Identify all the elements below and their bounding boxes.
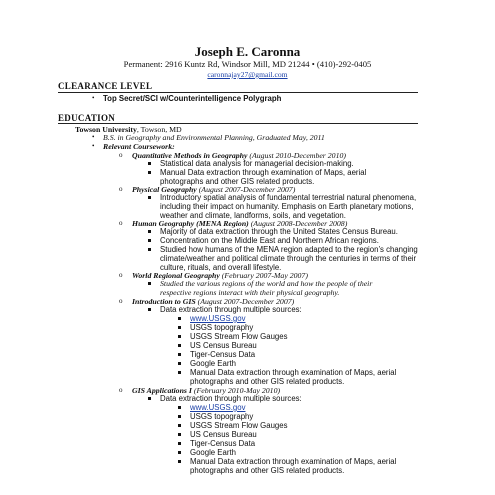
square-bullet-icon <box>178 317 181 320</box>
coursework-label: Relevant Coursework: <box>103 142 175 151</box>
course-title: Physical Geography <box>132 185 197 194</box>
course-item: including their impact on humanity. Emphasis on Earth planetary motions, <box>160 202 414 211</box>
square-bullet-icon <box>148 248 151 251</box>
bullet-icon: • <box>92 142 95 150</box>
clearance-item: Top Secret/SCI w/Counterintelligence Polygraph <box>103 94 282 103</box>
course-dates: (February 2007-May 2007) <box>219 271 308 280</box>
school-name: Towson University <box>75 125 137 134</box>
candidate-name: Joseph E. Caronna <box>194 44 301 59</box>
square-bullet-icon <box>178 362 181 365</box>
clearance-heading: CLEARANCE LEVEL <box>58 81 153 91</box>
square-bullet-icon <box>148 196 151 199</box>
square-bullet-icon <box>178 353 181 356</box>
square-bullet-icon <box>148 308 151 311</box>
sources-label: Data extraction through multiple sources: <box>160 305 302 314</box>
course-item: respective regions interact with their physical geography. <box>160 288 340 297</box>
usgs-link[interactable]: www.USGS.gov <box>190 314 246 323</box>
source-item: USGS topography <box>190 412 254 421</box>
course-item: Concentration on the Middle East and Northern African regions. <box>160 236 379 245</box>
circle-bullet-icon: o <box>119 386 123 394</box>
email-link[interactable]: caronnajay27@gmail.com <box>207 70 288 79</box>
course-item: photographs and other GIS related products. <box>160 177 315 186</box>
square-bullet-icon <box>178 451 181 454</box>
course-title: Human Geography (MENA Region) <box>132 219 249 228</box>
course-dates: (February 2010-May 2010) <box>191 386 281 395</box>
degree: B.S. in Geography and Environmental Planning, Graduated May, 2011 <box>103 133 325 142</box>
course-item: Majority of data extraction through the United States Census Bureau. <box>160 227 398 236</box>
square-bullet-icon <box>148 171 151 174</box>
source-item: Tiger-Census Data <box>190 350 256 359</box>
circle-bullet-icon: o <box>119 297 123 305</box>
course-dates: (August 2008-December 2008) <box>248 219 348 228</box>
clearance-divider <box>58 92 418 93</box>
square-bullet-icon <box>178 326 181 329</box>
course-dates: (August 2007-December 2007) <box>195 297 295 306</box>
sources-label: Data extraction through multiple sources: <box>160 394 302 403</box>
course-title: GIS Applications I <box>132 386 192 395</box>
education-heading: EDUCATION <box>58 113 116 123</box>
course-title: Quantitative Methods in Geography <box>132 151 248 160</box>
square-bullet-icon <box>178 371 181 374</box>
course-item: Manual Data extraction through examination of Maps, aerial <box>190 368 397 377</box>
square-bullet-icon <box>178 335 181 338</box>
square-bullet-icon <box>178 460 181 463</box>
course-title: Introduction to GIS <box>132 297 196 306</box>
square-bullet-icon <box>148 239 151 242</box>
course-item: Studied how humans of the MENA region adapted to the region’s changing <box>160 245 418 254</box>
course-item: photographs and other GIS related products. <box>190 377 345 386</box>
source-item: USGS Stream Flow Gauges <box>190 421 288 430</box>
circle-bullet-icon: o <box>119 219 123 227</box>
square-bullet-icon <box>178 442 181 445</box>
bullet-icon: • <box>92 94 95 102</box>
square-bullet-icon <box>178 433 181 436</box>
course-item: weather and climate, landforms, soils, and vegetation. <box>160 211 346 220</box>
source-item: Google Earth <box>190 448 236 457</box>
square-bullet-icon <box>148 397 151 400</box>
square-bullet-icon <box>178 424 181 427</box>
course-title: World Regional Geography <box>132 271 220 280</box>
course-item: climate/weather and political climate through the centuries in terms of their <box>160 254 417 263</box>
source-item: US Census Bureau <box>190 430 257 439</box>
course-item: Statistical data analysis for managerial decision-making. <box>160 159 354 168</box>
square-bullet-icon <box>178 406 181 409</box>
course-item: photographs and other GIS related products. <box>190 466 345 475</box>
source-item: USGS topography <box>190 323 254 332</box>
source-item: USGS Stream Flow Gauges <box>190 332 288 341</box>
source-item: Google Earth <box>190 359 236 368</box>
square-bullet-icon <box>148 282 151 285</box>
course-item: Studied the various regions of the world and how the people of their <box>160 279 373 288</box>
contact-address: Permanent: 2916 Kuntz Rd, Windsor Mill, MD 21244 • (410)-292-0405 <box>123 59 372 69</box>
school-location: , Towson, MD <box>136 125 182 134</box>
circle-bullet-icon: o <box>119 271 123 279</box>
bullet-icon: • <box>92 133 95 141</box>
circle-bullet-icon: o <box>119 151 123 159</box>
usgs-link[interactable]: www.USGS.gov <box>190 403 246 412</box>
square-bullet-icon <box>178 415 181 418</box>
source-item: Tiger-Census Data <box>190 439 256 448</box>
course-item: culture, rituals, and overall lifestyle. <box>160 263 282 272</box>
course-dates: (August 2010-December 2010) <box>247 151 346 160</box>
square-bullet-icon <box>178 344 181 347</box>
square-bullet-icon <box>148 230 151 233</box>
course-item: Manual Data extraction through examination of Maps, aerial <box>190 457 397 466</box>
course-item: Introductory spatial analysis of fundamental terrestrial natural phenomena, <box>160 193 417 202</box>
education-divider <box>58 123 418 124</box>
square-bullet-icon <box>148 162 151 165</box>
course-dates: (August 2007-December 2007) <box>196 185 296 194</box>
source-item: US Census Bureau <box>190 341 257 350</box>
course-item: Manual Data extraction through examination of Maps, aerial <box>160 168 367 177</box>
circle-bullet-icon: o <box>119 185 123 193</box>
